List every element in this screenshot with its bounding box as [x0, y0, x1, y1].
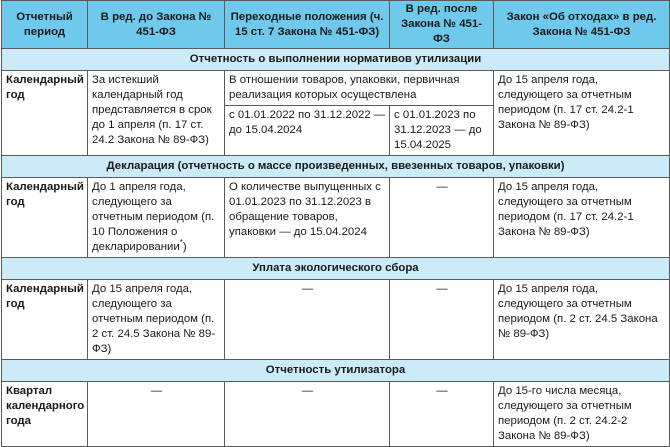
law-cell: До 15-го числа месяца, следующего за отчетным периодом (п. 2 ст. 24.2-2 Закона № 89-ФЗ) [494, 382, 670, 447]
period-cell: Квартал календарного года [2, 382, 88, 447]
section-title: Декларация (отчетность о массе произведенных, ввезенных товаров, упаковки) [2, 156, 670, 178]
after-cell: — [390, 280, 494, 360]
footnote-mark: * [179, 238, 183, 248]
table-row [2, 280, 670, 360]
transitional-cell: — [225, 280, 390, 360]
section-heading-recycler [2, 360, 670, 382]
after-cell: — [390, 382, 494, 447]
period-cell: Календарный год [2, 71, 88, 156]
table-row [2, 71, 670, 106]
header-transitional: Переходные положения (ч. 15 ст. 7 Закона № 451-ФЗ) [225, 1, 390, 49]
table-row [2, 382, 670, 447]
transitional-cell: с 01.01.2022 по 31.12.2022 — до 15.04.2024 [225, 106, 390, 156]
before-text: До 1 апреля года, следующего за отчетным периодом (п. 10 Положения о декларировании [92, 181, 215, 253]
before-cell: До 15 апреля года, следующего за отчетным периодом (п. 2 ст. 24.5 Закона № 89-ФЗ) [88, 280, 225, 360]
law-cell: До 15 апреля года, следующего за отчетным периодом (п. 2 ст. 24.5 Закона № 89-ФЗ) [494, 280, 670, 360]
transitional-cell: О количестве выпущенных с 01.01.2023 по 31.12.2023 в обращение товаров, упаковки — до 15.04.2024 [225, 178, 390, 258]
before-cell: — [88, 382, 225, 447]
after-cell: с 01.01.2023 по 31.12.2023 — до 15.04.2025 [390, 106, 494, 156]
section-heading-eco-fee [2, 258, 670, 280]
section-heading-utilization [2, 49, 670, 71]
period-cell: Календарный год [2, 280, 88, 360]
transitional-cell: В отношении товаров, упаковки, первичная реализация которых осуществлена [225, 71, 494, 106]
before-cell: За истекший календарный год представляется в срок до 1 апреля (п. 17 ст. 24.2 Закона № 89-ФЗ) [88, 71, 225, 156]
section-title: Отчетность о выполнении нормативов утилизации [2, 49, 670, 71]
header-row [2, 1, 670, 49]
before-text-end: ) [182, 241, 187, 253]
period-cell: Календарный год [2, 178, 88, 258]
law-cell: До 15 апреля года, следующего за отчетным периодом (п. 17 ст. 24.2-1 Закона № 89-ФЗ) [494, 71, 670, 156]
header-before: В ред. до Закона № 451-ФЗ [88, 1, 225, 49]
header-after: В ред. после Закона № 451-ФЗ [390, 1, 494, 49]
header-period: Отчетный период [2, 1, 88, 49]
transitional-cell: — [225, 382, 390, 447]
section-title: Отчетность утилизатора [2, 360, 670, 382]
after-cell: — [390, 178, 494, 258]
header-law: Закон «Об отходах» в ред. Закона № 451-ФЗ [494, 1, 670, 49]
before-cell [88, 178, 225, 258]
section-heading-declaration [2, 156, 670, 178]
deadlines-table [1, 0, 670, 447]
law-cell: До 15 апреля года, следующего за отчетным периодом (п. 17 ст. 24.2-1 Закона № 89-ФЗ) [494, 178, 670, 258]
table-row [2, 178, 670, 258]
section-title: Уплата экологического сбора [2, 258, 670, 280]
